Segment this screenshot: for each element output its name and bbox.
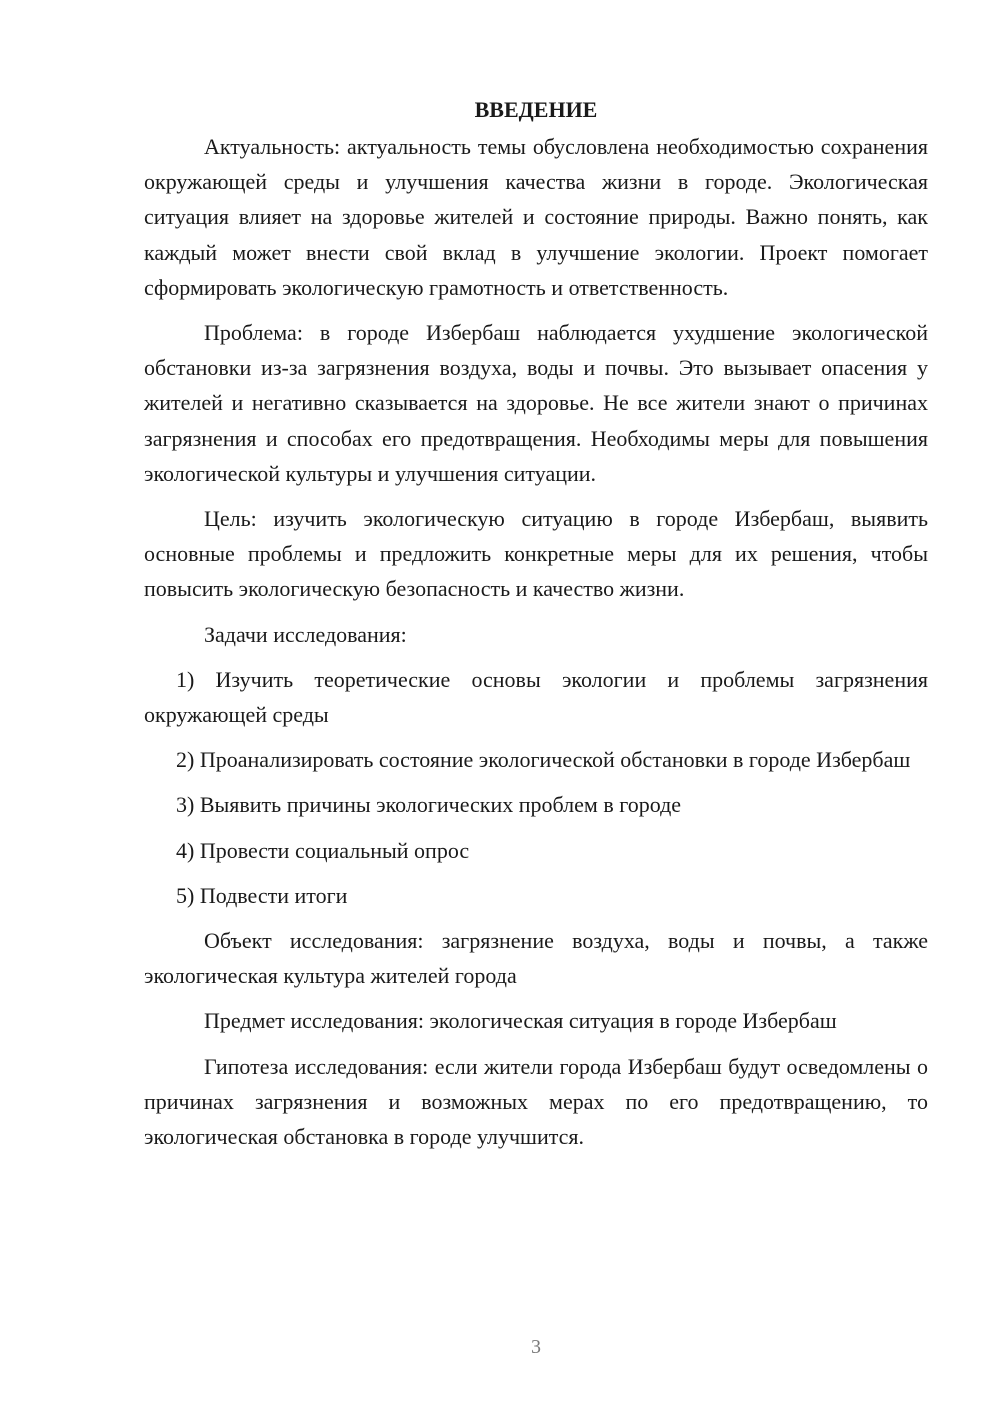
- paragraph-subject: Предмет исследования: экологическая ситуация в городе Избербаш: [204, 1008, 837, 1034]
- task-item-4: 4) Провести социальный опрос: [176, 837, 470, 863]
- paragraph-relevance: Актуальность: актуальность темы обусловлена необходимостью сохранения окружающей среды и улучшения качества жизни в городе. Экологическая ситуация влияет на здоровье жителей и состояние природы. Важно понять, как каждый может внести свой вклад в улучшение экологии. Проект помогает сформировать экологическую грамотность и ответственность.: [144, 134, 928, 300]
- paragraph-goal: Цель: изучить экологическую ситуацию в городе Избербаш, выявить основные проблемы и предложить конкретные меры для их решения, чтобы повысить экологическую безопасность и качество жизни.: [144, 506, 928, 602]
- task-item-3: 3) Выявить причины экологических проблем в городе: [176, 792, 682, 818]
- document-page: [144, 92, 928, 1164]
- page-title: ВВЕДЕНИЕ: [474, 97, 598, 122]
- tasks-heading: Задачи исследования:: [204, 621, 407, 647]
- task-item-1: 1) Изучить теоретические основы экологии и проблемы загрязнения окружающей среды: [144, 666, 928, 728]
- paragraph-object: Объект исследования: загрязнение воздуха, воды и почвы, а также экологическая культура жителей города: [144, 928, 928, 989]
- paragraph-hypothesis: Гипотеза исследования: если жители города Избербаш будут осведомлены о причинах загрязнения и возможных мерах по его предотвращению, то экологическая обстановка в городе улучшится.: [144, 1053, 928, 1150]
- task-item-2: 2) Проанализировать состояние экологической обстановки в городе Избербаш: [176, 747, 911, 773]
- task-item-5: 5) Подвести итоги: [176, 882, 348, 908]
- paragraph-problem: Проблема: в городе Избербаш наблюдается ухудшение экологической обстановки из-за загрязнения воздуха, воды и почвы. Это вызывает опасения у жителей и негативно сказывается на здоровье. Не все жители знают о причинах загрязнения и способах его предотвращения. Необходимы меры для повышения экологической культуры и улучшения ситуации.: [144, 320, 928, 486]
- page-number: 3: [531, 1336, 541, 1358]
